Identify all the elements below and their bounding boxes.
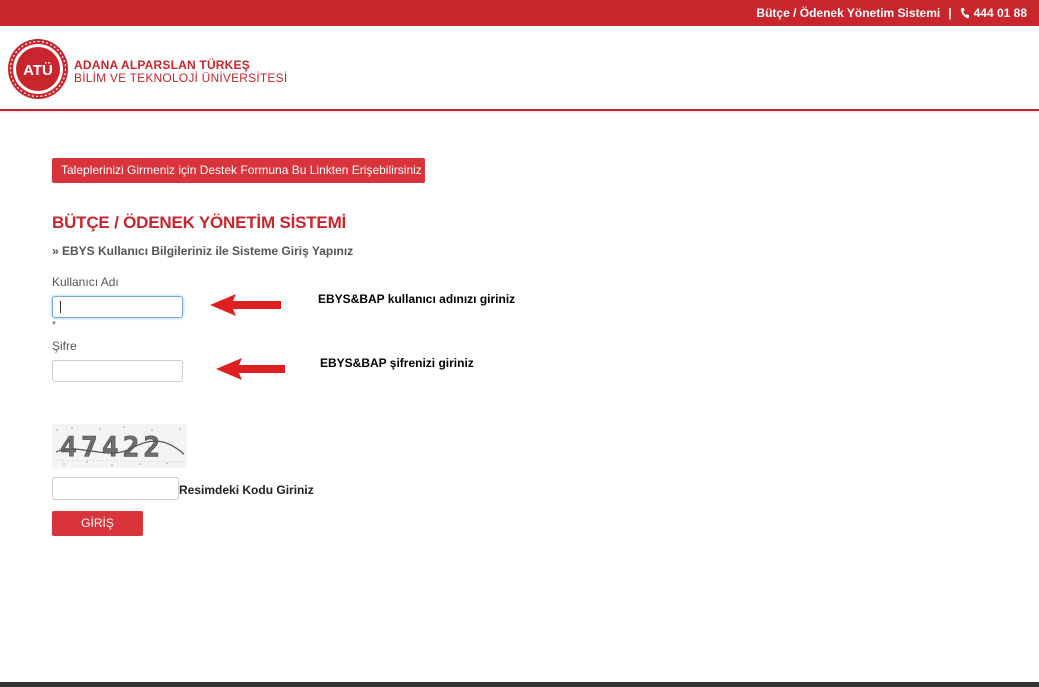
username-label: Kullanıcı Adı bbox=[52, 275, 119, 289]
captcha-label: Resimdeki Kodu Giriniz bbox=[179, 483, 314, 497]
login-button[interactable]: GİRİŞ bbox=[52, 511, 143, 536]
password-label: Şifre bbox=[52, 339, 77, 353]
page-title: BÜTÇE / ÖDENEK YÖNETİM SİSTEMİ bbox=[52, 213, 347, 232]
captcha-image bbox=[52, 424, 187, 468]
university-name-line1: ADANA ALPARSLAN TÜRKEŞ bbox=[74, 58, 250, 72]
phone-number: 444 01 88 bbox=[973, 6, 1027, 20]
university-name[interactable] bbox=[74, 59, 287, 85]
system-name: Bütçe / Ödenek Yönetim Sistemi bbox=[756, 6, 941, 20]
footer-bar bbox=[0, 682, 1039, 687]
username-arrow-icon bbox=[210, 292, 282, 318]
top-bar-separator: | bbox=[948, 6, 952, 20]
captcha-code: 47422 bbox=[60, 430, 165, 463]
username-input[interactable] bbox=[52, 296, 183, 318]
site-header bbox=[0, 26, 1039, 111]
text-cursor bbox=[60, 301, 61, 313]
logo-text: ATÜ bbox=[23, 62, 53, 79]
top-bar-info bbox=[756, 6, 1027, 20]
login-subtitle: » EBYS Kullanıcı Bilgileriniz ile Sisteme Giriş Yapınız bbox=[52, 244, 354, 258]
university-name-line2: BİLİM VE TEKNOLOJİ ÜNİVERSİTESİ bbox=[74, 71, 288, 85]
password-hint: EBYS&BAP şifrenizi giriniz bbox=[320, 356, 474, 370]
top-bar bbox=[0, 0, 1039, 26]
password-arrow-icon bbox=[216, 356, 286, 382]
phone-icon bbox=[960, 7, 970, 19]
password-input[interactable] bbox=[52, 360, 183, 382]
required-mark: * bbox=[52, 320, 56, 331]
university-logo[interactable] bbox=[7, 38, 69, 100]
support-form-link[interactable]: Taleplerinizi Girmeniz için Destek Formuna Bu Linkten Erişebilirsiniz bbox=[52, 158, 425, 183]
username-hint: EBYS&BAP kullanıcı adınızı giriniz bbox=[318, 292, 516, 306]
captcha-input[interactable] bbox=[52, 477, 179, 500]
